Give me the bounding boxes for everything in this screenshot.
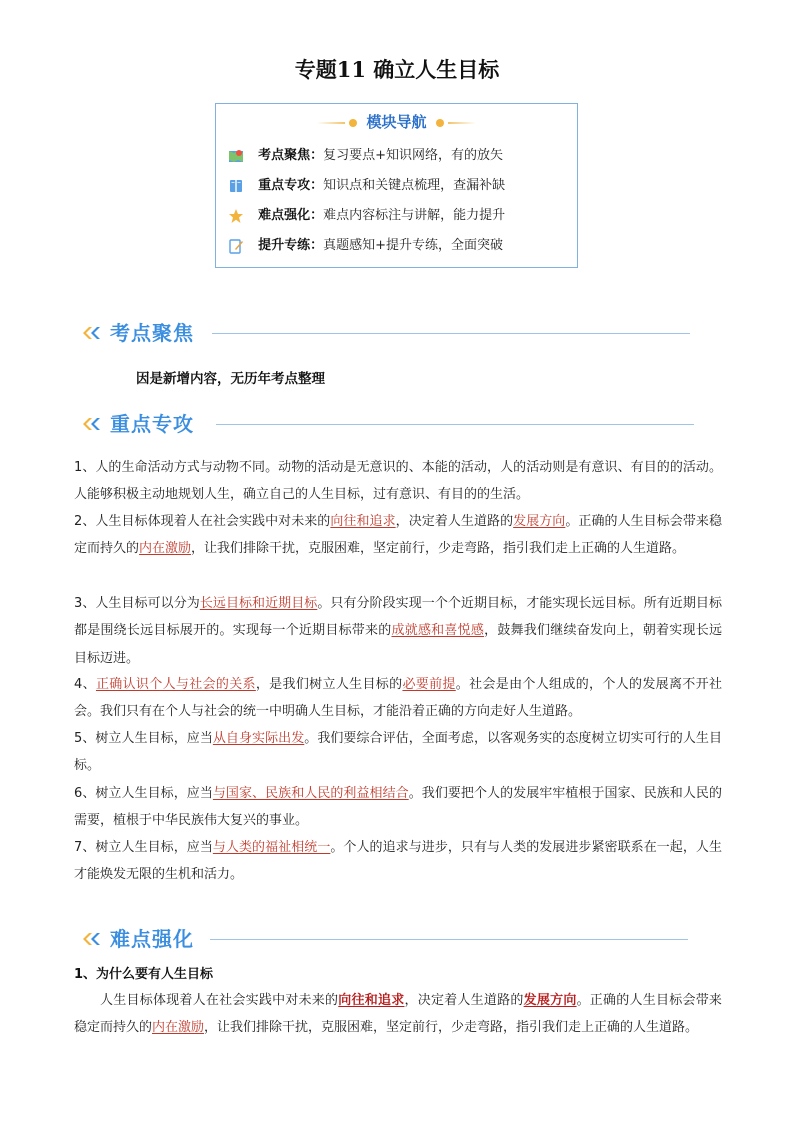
section-header-kaodian (82, 318, 690, 348)
section-title: 难点强化 (110, 927, 194, 951)
point-7: 7、树立人生目标，应当与人类的福祉相统一。个人的追求与进步，只有与人类的发展进步紧密联系在一起，人生才能焕发无限的生机和活力。 (74, 840, 722, 883)
section-header-nandian (82, 924, 688, 954)
module-nav-box (215, 103, 578, 268)
point-4: 4、正确认识个人与社会的关系，是我们树立人生目标的必要前提。社会是由个人组成的，个人的发展离不开社会。我们只有在个人与社会的统一中明确人生目标，才能沿着正确的方向走好人生道路。 (74, 677, 722, 720)
chevron-double-icon (82, 326, 104, 340)
module-nav-title: 模块导航 (366, 113, 427, 131)
point-3: 3、人生目标可以分为长远目标和近期目标。只有分阶段实现一个个近期目标，才能实现长远目标。所有近期目标都是围绕长远目标展开的。实现每一个近期目标带来的成就感和喜悦感，鼓舞我们继续奋发向上，朝着实现长远目标迈进。 (74, 596, 722, 666)
chevron-double-icon (82, 417, 104, 431)
edit-icon (228, 238, 244, 254)
nav-item-tisheng: 提升专练：真题感知+提升专练，全面突破 (228, 235, 503, 257)
kaodian-note: 因是新增内容，无历年考点整理 (136, 371, 325, 387)
star-icon (228, 208, 244, 224)
nav-item-nandian: 难点强化：难点内容标注与讲解，能力提升 (228, 205, 505, 227)
chevron-double-icon (82, 932, 104, 946)
nav-item-zhongdian: 重点专攻：知识点和关键点梳理，查漏补缺 (228, 175, 505, 197)
point-6: 6、树立人生目标，应当与国家、民族和人民的利益相结合。我们要把个人的发展牢牢植根于国家、民族和人民的需要，植根于中华民族伟大复兴的事业。 (74, 786, 722, 829)
point-1: 1、人的生命活动方式与动物不同。动物的活动是无意识的、本能的活动，人的活动则是有意识、有目的的活动。人能够积极主动地规划人生，确立自己的人生目标，过有意识、有目的的生活。 (74, 460, 722, 503)
nav-item-kaodian: 考点聚焦：复习要点+知识网络，有的放矢 (228, 145, 503, 167)
section-title: 重点专攻 (110, 412, 194, 436)
book-icon (228, 178, 244, 194)
section-header-zhongdian (82, 409, 694, 439)
page-title: 专题11 确立人生目标 (294, 57, 500, 82)
subheading-why-goal: 1、为什么要有人生目标 (74, 967, 214, 982)
section-title: 考点聚焦 (110, 321, 194, 345)
map-icon (228, 148, 244, 164)
point-5: 5、树立人生目标，应当从自身实际出发。我们要综合评估，全面考虑，以客观务实的态度树立切实可行的人生目标。 (74, 731, 722, 774)
nandian-paragraph: 人生目标体现着人在社会实践中对未来的向往和追求，决定着人生道路的发展方向。正确的人生目标会带来稳定而持久的内在激励，让我们排除干扰，克服困难，坚定前行，少走弯路，指引我们走上正确的人生道路。 (74, 993, 722, 1036)
point-2: 2、人生目标体现着人在社会实践中对未来的向往和追求，决定着人生道路的发展方向。正确的人生目标会带来稳定而持久的内在激励，让我们排除干扰，克服困难，坚定前行，少走弯路，指引我们走上正确的人生道路。 (74, 514, 722, 557)
module-nav-heading (216, 111, 577, 132)
